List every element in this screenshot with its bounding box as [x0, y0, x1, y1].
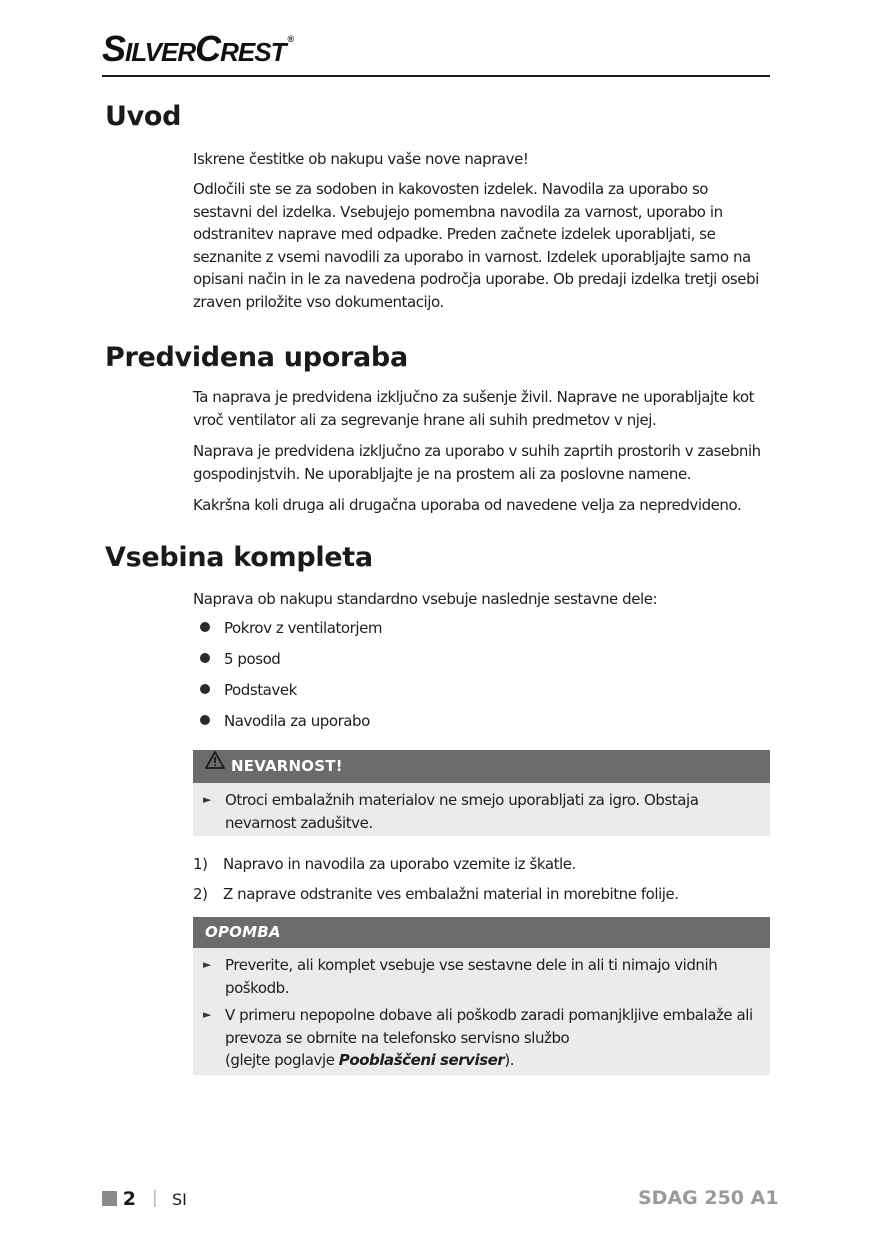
warning-triangle-icon	[205, 748, 225, 781]
note-item: ► Preverite, ali komplet vsebuje vse sestavne dele in ali ti nimajo vidnih poškodb.	[203, 956, 718, 997]
page-marker-icon	[102, 1191, 117, 1206]
registered-mark: ®	[287, 34, 294, 44]
paragraph: Naprava je predvidena izključno za uporabo v suhih zaprtih prostorih v zasebnih gospodinjstvih. Ne uporabljajte je na prostem ali za poslovne namene.	[193, 442, 761, 483]
note-title: OPOMBA	[205, 923, 281, 941]
list-item: Navodila za uporabo	[193, 712, 370, 730]
section-heading-uvod: Uvod	[105, 101, 182, 132]
section-heading-predvidena: Predvidena uporaba	[105, 342, 408, 373]
bullet-icon	[200, 684, 210, 694]
bullet-icon	[200, 653, 210, 663]
paragraph: Naprava ob nakupu standardno vsebuje naslednje sestavne dele:	[193, 590, 658, 608]
paragraph: Ta naprava je predvidena izključno za sušenje živil. Naprave ne uporabljajte kot vroč ventilator ali za segrevanje hrane ali suhih predmetov v njej.	[193, 388, 755, 429]
step-item: 1) Napravo in navodila za uporabo vzemite iz škatle.	[193, 855, 576, 873]
list-item: 5 posod	[193, 650, 280, 668]
arrow-right-icon: ►	[203, 1008, 212, 1021]
brand-logo: SILVERCREST ®	[102, 28, 294, 69]
model-number: SDAG 250 A1	[638, 1187, 779, 1209]
chapter-reference: Pooblaščeni serviser	[338, 1051, 505, 1069]
paragraph: Iskrene čestitke ob nakupu vaše nove naprave!	[193, 150, 529, 168]
list-item: Podstavek	[193, 681, 297, 699]
header-rule	[102, 75, 770, 77]
footer-separator: |	[152, 1188, 158, 1208]
danger-box	[193, 750, 770, 836]
list-item: Pokrov z ventilatorjem	[193, 619, 382, 637]
danger-bar	[193, 750, 770, 783]
step-item: 2) Z naprave odstranite ves embalažni material in morebitne folije.	[193, 885, 679, 903]
danger-title: NEVARNOST!	[231, 757, 343, 775]
bullet-icon	[200, 622, 210, 632]
danger-item: ► Otroci embalažnih materialov ne smejo uporabljati za igro. Obstaja nevarnost zadušitve.	[203, 791, 699, 832]
note-bar	[193, 917, 770, 948]
paragraph: Kakršna koli druga ali drugačna uporaba od navedene velja za nepredvideno.	[193, 496, 742, 514]
page-number: 2	[102, 1188, 136, 1210]
bullet-icon	[200, 715, 210, 725]
section-heading-vsebina: Vsebina kompleta	[105, 542, 373, 573]
arrow-right-icon: ►	[203, 958, 212, 971]
note-box	[193, 917, 770, 1075]
paragraph: Odločili ste se za sodoben in kakovosten izdelek. Navodila za uporabo so sestavni del izdelka. Vsebujejo pomembna navodila za varnost, uporabo in odstranitev naprave med odpadke. Preden začnete izdelek uporabljati, se seznanite z vsemi navodili za uporabo in varnost. Izdelek uporabljajte samo na opisani način in le za navedena področja uporabe. Ob predaji izdelka tretji osebi zraven priložite vso dokumentacijo.	[193, 180, 759, 311]
arrow-right-icon: ►	[203, 793, 212, 806]
note-item: ► V primeru nepopolne dobave ali poškodb zaradi pomanjkljive embalaže ali prevoza se obrnite na telefonsko servisno službo (glejte poglavje Pooblaščeni serviser).	[203, 1006, 753, 1069]
language-code: SI	[172, 1190, 187, 1209]
